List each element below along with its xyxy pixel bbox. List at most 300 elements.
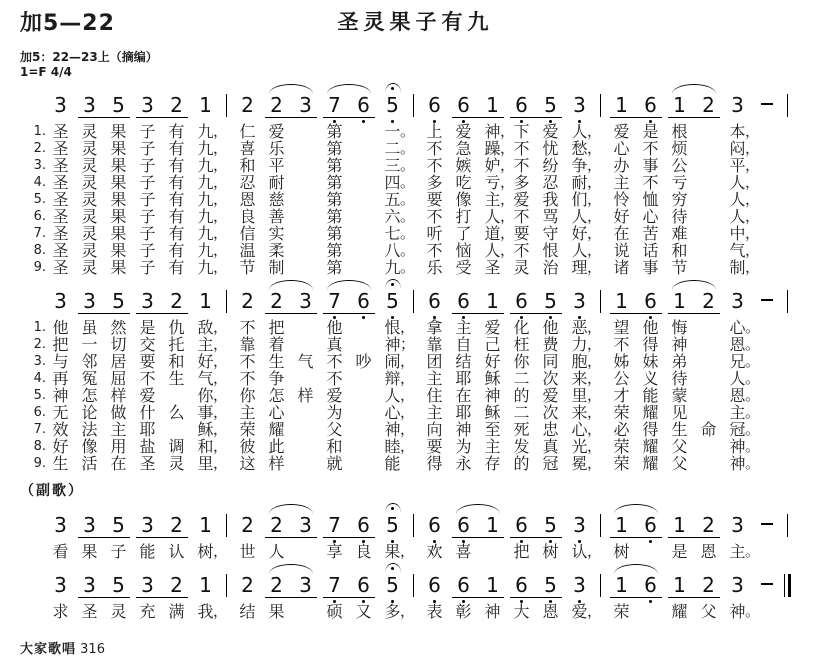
note: 3 [731, 513, 744, 537]
lyric-cell: 果 [268, 602, 285, 621]
note: 6 [636, 573, 665, 603]
punctuation: ， [213, 190, 229, 208]
lyric-cell: 不 [239, 369, 256, 388]
verse-number: 1. [33, 320, 46, 335]
lyric-cell: 向 [426, 420, 443, 439]
lyric-line [20, 191, 811, 208]
note: 6 [449, 289, 478, 319]
lyric-cell: 公 [671, 156, 688, 175]
fermata-icon [385, 83, 401, 93]
verse-number: 3. [33, 354, 46, 369]
lyric-cell: 样 [110, 386, 127, 405]
lyric-line [20, 319, 811, 336]
lyric-cell: 神 ， [384, 420, 416, 439]
lyric-cell: 我 [542, 190, 559, 209]
punctuation: ， [587, 241, 603, 259]
lyric-cell: 荣 [613, 454, 630, 473]
note: 2 [170, 573, 183, 597]
music-indent [20, 93, 46, 123]
verse-number: 7. [33, 422, 46, 437]
punctuation: ， [213, 602, 229, 620]
lyric-cell: 调 [168, 437, 185, 456]
note: 2 [262, 513, 291, 543]
lyric-line [20, 603, 811, 620]
punctuation: ， [213, 454, 229, 472]
lyric-cell: 九 ， [197, 241, 229, 260]
lyric-cell: 听 [426, 224, 443, 243]
lyric-cell: 仁 [239, 122, 256, 141]
lyric-cell: 愁 ， [571, 139, 603, 158]
note: 2 [170, 93, 183, 117]
lyric-cell: 争 ， [571, 156, 603, 175]
note: 3 [299, 573, 312, 597]
lyric-cell [752, 336, 781, 353]
lyric-cell: 圣 [52, 156, 69, 175]
lyric-cell: 忍 [542, 173, 559, 192]
page-footer [20, 638, 811, 657]
note: 3 [133, 573, 162, 603]
barline [220, 573, 233, 603]
lyric-cell: 么 [168, 403, 185, 422]
lyric-cell: 子 [139, 241, 156, 260]
verse-number: 3. [33, 158, 46, 173]
lyric-cell: 果 [110, 122, 127, 141]
lyric-cell: 又 [355, 602, 372, 621]
lyric-cell: 的 [513, 454, 530, 473]
lyric-cell: 人 ， [729, 190, 761, 209]
lyric-cell: 和 [671, 241, 688, 260]
lyric-cell: 人 ， [729, 173, 761, 192]
lyric-cell: 主 ， [197, 335, 229, 354]
lyric-cell: 怎 [268, 386, 285, 405]
note: 1 [199, 573, 212, 597]
lyric-cell: 才 [613, 386, 630, 405]
punctuation: ， [400, 542, 416, 560]
lyric-cell [291, 404, 320, 421]
lyric-cell: 邻 [81, 352, 98, 371]
lyric-cell: 像 [455, 190, 472, 209]
note: 7 [320, 513, 349, 543]
note: 2 [262, 93, 291, 123]
punctuation: ， [587, 352, 603, 370]
note: 7 [320, 289, 349, 319]
lyric-cell: 同 [542, 352, 559, 371]
lyric-cell: 爱 [484, 318, 501, 337]
note: 6 [636, 289, 665, 319]
barline [781, 93, 794, 123]
lyric-cell: 忠 [542, 420, 559, 439]
lyric-cell: 好 ， [571, 224, 603, 243]
lyric-cell: 气 ， [197, 369, 229, 388]
lyric-cell: 节 [671, 258, 688, 277]
lyric-cell: 看 [52, 542, 69, 561]
note: 6 [349, 573, 378, 603]
lyric-cell: 灵 [513, 258, 530, 277]
lyric-cell: 穷 [671, 190, 688, 209]
meta-block [20, 50, 811, 80]
note: 6 [449, 93, 478, 123]
note: 5 [536, 573, 565, 603]
music-indent [20, 513, 46, 543]
lyric-cell: 次 [542, 369, 559, 388]
lyric-cell: 什 [139, 403, 156, 422]
punctuation: ， [500, 156, 516, 174]
lyric-cell [349, 208, 378, 225]
verse-number: 4. [33, 371, 46, 386]
note: 6 [349, 513, 378, 543]
lyric-cell: 圣 [52, 139, 69, 158]
lyric-cell: 荣 [613, 602, 630, 621]
note: 2 [702, 93, 715, 117]
lyric-cell: 一 。 [384, 122, 416, 141]
lyric-cell: 住 [426, 386, 443, 405]
lyric-cell: 样 [268, 454, 285, 473]
final-barline [781, 573, 794, 603]
lyric-cell: 灵 [81, 258, 98, 277]
note: 3 [299, 93, 312, 117]
punctuation: ， [745, 139, 761, 157]
note: 3 [75, 289, 104, 319]
lyric-cell: 稣 ， [197, 420, 229, 439]
lyric-cell: 在 [613, 224, 630, 243]
lyric-cell: 你 ， [197, 386, 229, 405]
note: 6 [349, 289, 378, 319]
lyric-cell: 果 [110, 258, 127, 277]
punctuation: ， [500, 139, 516, 157]
note: 6 [507, 513, 536, 543]
lyric-line [20, 208, 811, 225]
punctuation: ， [587, 122, 603, 140]
lyric-cell: 一 [81, 335, 98, 354]
lyric-cell: 多 [513, 173, 530, 192]
lyric-cell: 受 [455, 258, 472, 277]
punctuation: ， [213, 437, 229, 455]
lyric-cell: 不 [139, 369, 156, 388]
lyric-cell: 是 [671, 542, 688, 561]
punctuation: ， [745, 224, 761, 242]
punctuation: ， [587, 318, 603, 336]
lyric-cell: 你 [513, 352, 530, 371]
punctuation: ， [400, 420, 416, 438]
lyric-cell [636, 603, 665, 620]
lyric-line [20, 140, 811, 157]
punctuation: ， [587, 224, 603, 242]
lyric-cell: 八 。 [384, 241, 416, 260]
song-number: 316 [80, 642, 105, 657]
lyric-cell: 耶 [139, 420, 156, 439]
lyric-cell: 二 。 [384, 139, 416, 158]
lyric-cell [694, 140, 723, 157]
lyric-cell: 爱 [326, 386, 343, 405]
lyric-cell: 他 [52, 318, 69, 337]
lyric-cell: 人 ， [571, 122, 603, 141]
lyric-cell: 圣 [52, 190, 69, 209]
punctuation: 。 [400, 190, 416, 208]
lyric-cell: 彼 [239, 437, 256, 456]
lyric-cell [291, 157, 320, 174]
punctuation: ， [213, 258, 229, 276]
lyric-cell [752, 370, 781, 387]
key-signature: 1=F 4/4 [20, 65, 72, 79]
lyric-cell: 爱 [513, 190, 530, 209]
lyric-cell: 得 [642, 420, 659, 439]
lyric-cell: 树 ， [197, 542, 229, 561]
fermata-icon [385, 503, 401, 513]
lyric-cell [291, 603, 320, 620]
lyric-cell: 神 。 [729, 602, 761, 621]
lyric-cell: 喜 [455, 542, 472, 561]
note: 3 [75, 573, 104, 603]
lyric-cell [349, 438, 378, 455]
lyric-cell: 耐 ， [571, 173, 603, 192]
lyric-cell [291, 543, 320, 560]
lyric-cell: 理 ， [571, 258, 603, 277]
lyric-cell: 无 [52, 403, 69, 422]
lyric-cell: 九 。 [384, 258, 416, 277]
lyric-cell: 九 ， [197, 173, 229, 192]
lyric-cell: 兄 。 [729, 352, 761, 371]
lyric-cell: 难 [671, 224, 688, 243]
lyric-cell: 耀 [671, 602, 688, 621]
lyric-cell [349, 225, 378, 242]
lyric-cell: 闹 ， [384, 352, 416, 371]
lyric-cell: 第 [326, 241, 343, 260]
lyric-cell [349, 370, 378, 387]
lyric-cell: 耐 [268, 173, 285, 192]
lyric-cell: 心 [613, 139, 630, 158]
lyric-cell: 人 ， [484, 241, 516, 260]
lyric-cell: 灵 [81, 190, 98, 209]
note: 3 [54, 93, 67, 117]
lyric-cell: 平 [268, 156, 285, 175]
punctuation: ， [500, 241, 516, 259]
lyric-cell: 神 ； [384, 335, 416, 354]
lyric-cell: 光 ， [571, 437, 603, 456]
half-note-dash [761, 523, 773, 525]
lyric-cell [752, 225, 781, 242]
music-indent [20, 573, 46, 603]
note: 1 [665, 93, 694, 123]
note: 1 [665, 573, 694, 603]
lyric-cell: 与 [52, 352, 69, 371]
lyric-cell: 四 。 [384, 173, 416, 192]
lyric-cell [291, 208, 320, 225]
lyric-cell: 树 [542, 542, 559, 561]
lyric-cell [694, 387, 723, 404]
lyric-line [20, 421, 811, 438]
lyric-cell: 事 [642, 156, 659, 175]
lyric-cell [349, 455, 378, 472]
punctuation: 。 [745, 369, 761, 387]
lyric-cell: 团 [426, 352, 443, 371]
lyric-cell [291, 123, 320, 140]
lyric-cell: 次 [542, 403, 559, 422]
note [752, 93, 781, 123]
lyric-cell [694, 123, 723, 140]
note: 3 [54, 573, 67, 597]
lyric-cell [694, 370, 723, 387]
note: 1 [199, 513, 212, 537]
verse-number: 6. [33, 405, 46, 420]
punctuation: ， [213, 335, 229, 353]
note: 6 [349, 93, 378, 123]
lyric-cell: 人 ， [484, 207, 516, 226]
punctuation: ， [745, 173, 761, 191]
punctuation: ， [213, 241, 229, 259]
lyric-cell: 三 。 [384, 156, 416, 175]
lyric-line [20, 336, 811, 353]
note: 6 [507, 289, 536, 319]
lyric-cell [694, 404, 723, 421]
lyric-cell: 神 ， [484, 122, 516, 141]
lyric-cell: 灵 [81, 207, 98, 226]
lyric-cell: 果 [110, 241, 127, 260]
scripture-reference: 加5—22 [20, 11, 115, 36]
lyric-cell: 不 [513, 156, 530, 175]
lyric-cell: 圣 [52, 258, 69, 277]
lyric-cell [349, 404, 378, 421]
lyric-cell: 灵 [110, 602, 127, 621]
lyric-cell: 诸 [613, 258, 630, 277]
lyric-cell [752, 123, 781, 140]
note: 2 [241, 289, 254, 313]
lyric-line [20, 259, 811, 276]
lyric-cell: 冕 ， [571, 454, 603, 473]
barline [407, 573, 420, 603]
note: 2 [702, 513, 715, 537]
lyric-cell: 子 [139, 156, 156, 175]
lyric-cell [349, 191, 378, 208]
lyric-cell: 发 [513, 437, 530, 456]
lyric-cell: 守 [542, 224, 559, 243]
lyric-cell: 是 [139, 318, 156, 337]
lyric-cell: 怜 [613, 190, 630, 209]
source-line: 加5：22—23上（摘编） [20, 50, 158, 64]
lyric-cell [291, 191, 320, 208]
lyric-cell: 己 [484, 335, 501, 354]
lyric-cell: 人 。 [729, 369, 761, 388]
lyric-cell: 不 [513, 241, 530, 260]
music-line [20, 573, 811, 603]
lyric-cell: 的 [513, 386, 530, 405]
lyric-cell: 灵 [81, 156, 98, 175]
lyric-cell: 爱 [613, 122, 630, 141]
lyric-cell [752, 208, 781, 225]
punctuation: 。 [745, 602, 761, 620]
lyric-cell: 主 。 [729, 403, 761, 422]
lyric-cell [694, 353, 723, 370]
note: 1 [486, 573, 499, 597]
lyric-cell: 荣 [613, 437, 630, 456]
note: 1 [199, 289, 212, 313]
lyric-cell: 父 [326, 420, 343, 439]
lyric-cell: 满 [168, 602, 185, 621]
lyric-cell [291, 455, 320, 472]
note: 2 [170, 289, 183, 313]
punctuation: ， [213, 318, 229, 336]
lyric-cell: 嫉 [455, 156, 472, 175]
punctuation: ， [400, 352, 416, 370]
punctuation: ， [213, 224, 229, 242]
barline [407, 289, 420, 319]
lyric-cell: 来 ， [571, 403, 603, 422]
lyric-cell: 好 [52, 437, 69, 456]
lyric-cell [291, 225, 320, 242]
punctuation: 。 [745, 403, 761, 421]
lyric-cell: 树 [613, 542, 630, 561]
lyric-cell: 切 [110, 335, 127, 354]
lyric-cell: 公 [613, 369, 630, 388]
note: 1 [607, 93, 636, 123]
lyric-cell: 享 [326, 542, 343, 561]
lyric-cell: 你 [239, 386, 256, 405]
note: 3 [75, 513, 104, 543]
punctuation: ， [745, 190, 761, 208]
chorus-label: （副歌） [20, 483, 84, 499]
lyric-cell: 吃 [455, 173, 472, 192]
punctuation: ， [213, 207, 229, 225]
lyric-cell [349, 421, 378, 438]
lyric-cell [752, 421, 781, 438]
lyric-cell [752, 543, 781, 560]
page-title: 圣灵果子有九 [337, 10, 494, 34]
note: 5 [112, 573, 125, 597]
lyric-cell: 和 [326, 437, 343, 456]
note: 3 [133, 289, 162, 319]
lyric-cell [349, 336, 378, 353]
lyric-cell: 不 [326, 369, 343, 388]
score-body [20, 93, 811, 620]
punctuation: ， [400, 437, 416, 455]
lyric-line [20, 404, 811, 421]
lyric-cell: 弟 [671, 352, 688, 371]
lyric-cell: 耀 [642, 403, 659, 422]
punctuation: ， [587, 139, 603, 157]
lyric-cell: 六 。 [384, 207, 416, 226]
lyric-cell: 神 [455, 420, 472, 439]
lyric-cell [752, 353, 781, 370]
note: 3 [731, 93, 744, 117]
lyric-cell: 在 [455, 386, 472, 405]
note: 6 [420, 513, 449, 543]
lyric-cell [694, 208, 723, 225]
lyric-cell: 靠 [426, 335, 443, 354]
lyric-line [20, 370, 811, 387]
lyric-cell [694, 242, 723, 259]
lyric-cell: 活 [81, 454, 98, 473]
note: 6 [636, 93, 665, 123]
lyric-cell: 第 [326, 173, 343, 192]
lyric-cell [291, 370, 320, 387]
lyric-cell: 结 [455, 352, 472, 371]
lyric-cell: 爱 [268, 122, 285, 141]
verse-number: 1. [33, 124, 46, 139]
lyric-cell: 恩 [239, 190, 256, 209]
lyric-cell: 屈 [110, 369, 127, 388]
lyric-cell: 做 [110, 403, 127, 422]
lyric-cell: 能 [384, 454, 401, 473]
barline [781, 513, 794, 543]
lyric-cell: 虽 [81, 318, 98, 337]
barline [594, 513, 607, 543]
lyric-cell: 法 [81, 420, 98, 439]
punctuation: 。 [745, 352, 761, 370]
note: 5 [536, 513, 565, 543]
lyric-cell [349, 387, 378, 404]
lyric-cell: 恶 ， [571, 318, 603, 337]
punctuation: ， [745, 241, 761, 259]
half-note-dash [761, 103, 773, 105]
